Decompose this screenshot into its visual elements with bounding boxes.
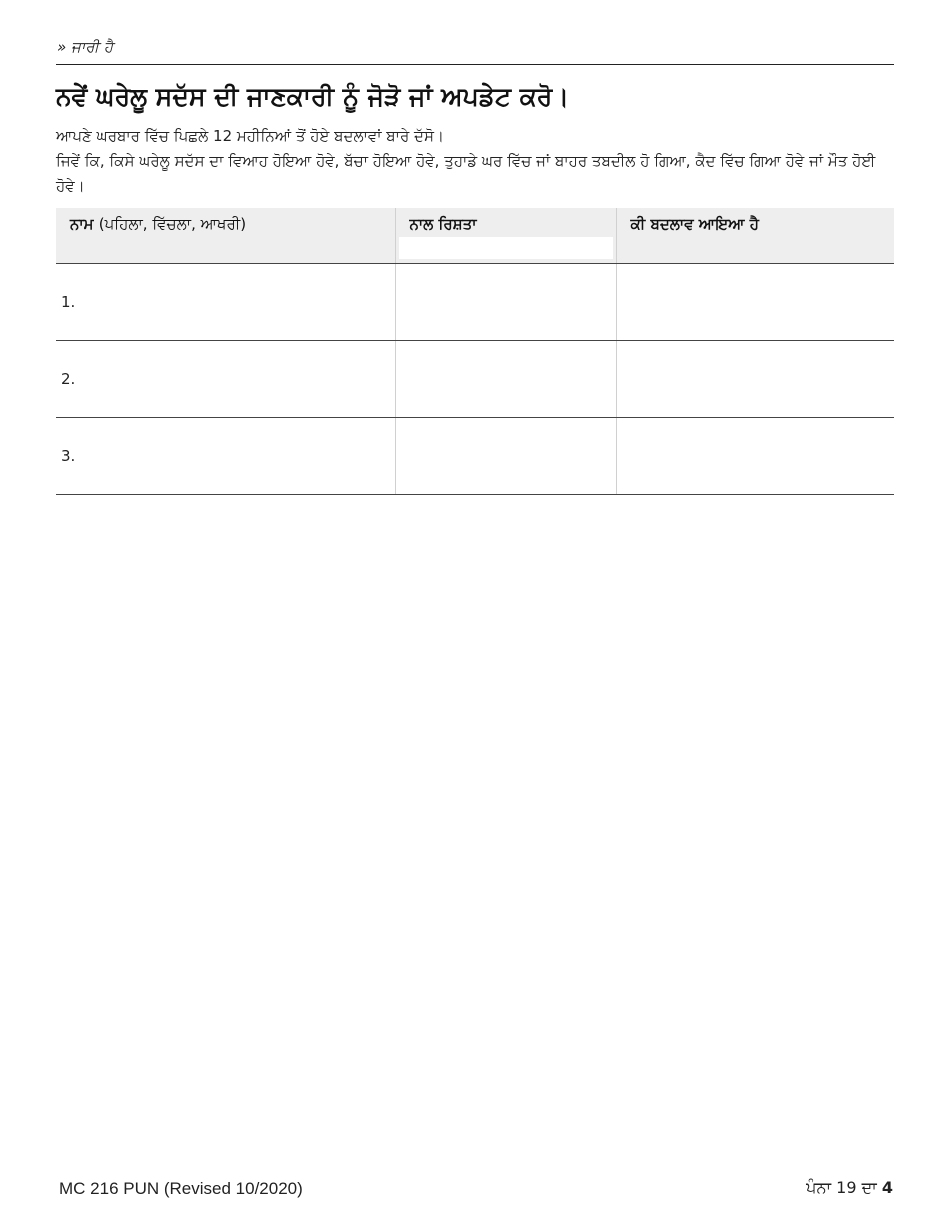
change-cell[interactable] (616, 341, 894, 418)
form-id: MC 216 PUN (Revised 10/2020) (59, 1179, 303, 1198)
household-changes-table (56, 208, 894, 495)
intro-line-1: ਆਪਣੇ ਘਰਬਾਰ ਵਿੱਚ ਪਿਛਲੇ 12 ਮਹੀਨਿਆਂ ਤੋਂ ਹੋਏ ਬਦਲਾਵਾਂ ਬਾਰੇ ਦੱਸੋ। (56, 127, 445, 145)
header-divider (56, 64, 894, 65)
name-cell[interactable] (56, 264, 395, 341)
row-number: 1. (61, 293, 76, 311)
change-cell[interactable] (616, 264, 894, 341)
column-header-name-label: ਨਾਮ (70, 215, 94, 233)
row-number: 2. (61, 370, 76, 388)
page-title: ਨਵੇਂ ਘਰੇਲੂ ਸਦੱਸ ਦੀ ਜਾਣਕਾਰੀ ਨੂੰ ਜੋੜੋ ਜਾਂ ਅਪਡੇਟ ਕਰੋ। (56, 82, 570, 111)
name-cell[interactable] (56, 418, 395, 495)
relationship-cell[interactable] (395, 341, 616, 418)
column-header-name (56, 208, 395, 264)
relationship-cell[interactable] (395, 418, 616, 495)
table-row (56, 341, 894, 418)
change-cell[interactable] (616, 418, 894, 495)
continued-label: » ਜਾਰੀ ਹੈ (57, 38, 113, 56)
table-header-row (56, 208, 894, 264)
page-number-prefix: ਪੰਨਾ 19 ਦਾ (806, 1178, 877, 1197)
column-header-name-hint: (ਪਹਿਲਾ, ਵਿੱਚਲਾ, ਆਖਰੀ) (98, 215, 247, 233)
page-number (806, 1178, 893, 1198)
intro-line-2: ਜਿਵੇਂ ਕਿ, ਕਿਸੇ ਘਰੇਲੂ ਸਦੱਸ ਦਾ ਵਿਆਹ ਹੋਇਆ ਹੋਵੇ, ਬੱਚਾ ਹੋਇਆ ਹੋਵੇ, ਤੁਹਾਡੇ ਘਰ ਵਿੱਚ ਜਾਂ ਬਾਹਰ ਤਬਦੀਲ ਹੋ ਗਿਆ, ਕੈਦ ਵਿੱਚ ਗਿਆ ਹੋਵੇ ਜਾਂ ਮੌਤ ਹੋਈ ਹੋਵੇ। (56, 152, 876, 195)
row-number: 3. (61, 447, 76, 465)
header-input-sliver (399, 237, 613, 259)
column-header-change-label: ਕੀ ਬਦਲਾਵ ਆਇਆ ਹੈ (630, 215, 759, 233)
name-cell[interactable] (56, 341, 395, 418)
table-row (56, 418, 894, 495)
page-number-total: 4 (881, 1178, 893, 1197)
table-row (56, 264, 894, 341)
intro-text (56, 124, 894, 199)
column-header-relationship-label: ਨਾਲ ਰਿਸ਼ਤਾ (409, 215, 477, 233)
column-header-relationship (395, 208, 616, 264)
column-header-change (616, 208, 894, 264)
relationship-cell[interactable] (395, 264, 616, 341)
